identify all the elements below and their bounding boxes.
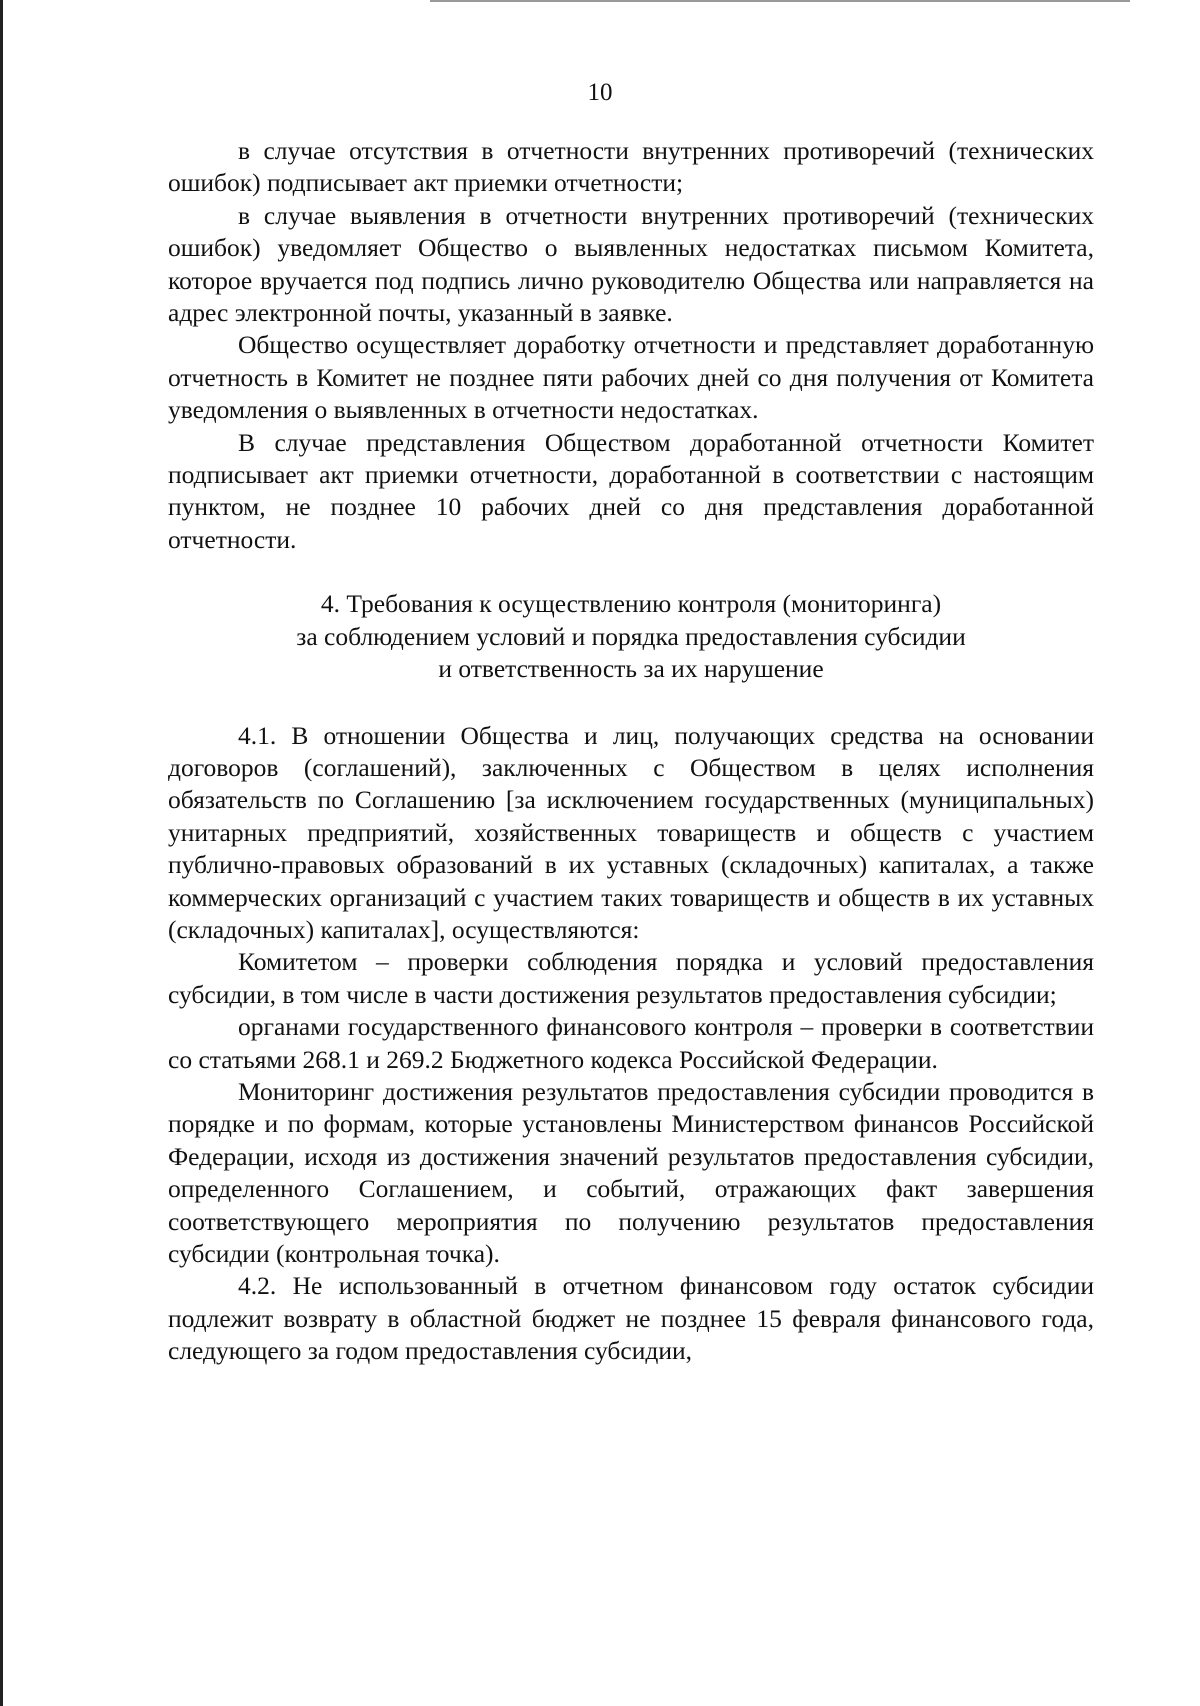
paragraph: 4.1. В отношении Общества и лиц, получающих средства на основании договоров (соглашений), заключенных с Обществом в целях исполнения обязательств по Соглашению [за исключением государственных (муниципальных) унитарных предприятий, хозяйственных товариществ и обществ с участием публично-правовых образований в их уставных (складочных) капиталах, а также коммерческих организаций с участием таких товариществ и обществ в их уставных (складочных) капиталах], осуществляются: bbox=[168, 720, 1094, 944]
scan-edge-top bbox=[430, 0, 1130, 2]
paragraph: Мониторинг достижения результатов предоставления субсидии проводится в порядке и по формам, которые установлены Министерством финансов Российской Федерации, исходя из достижения значений результатов предоставления субсидии, определенного Соглашением, и событий, отражающих факт завершения соответствующего мероприятия по получению результатов предоставления субсидии (контрольная точка). bbox=[168, 1076, 1094, 1268]
paragraph: в случае отсутствия в отчетности внутренних противоречий (технических ошибок) подписывает акт приемки отчетности; bbox=[168, 136, 1094, 198]
section-heading-line: и ответственность за их нарушение bbox=[438, 654, 824, 684]
section-heading-line: 4. Требования к осуществлению контроля (мониторинга) bbox=[320, 589, 942, 619]
page-number: 10 bbox=[587, 79, 613, 106]
paragraph: органами государственного финансового контроля – проверки в соответствии со статьями 268.1 и 269.2 Бюджетного кодекса Российской Федерации. bbox=[168, 1012, 1094, 1074]
paragraph: В случае представления Обществом доработанной отчетности Комитет подписывает акт приемки отчетности, доработанной в соответствии с настоящим пунктом, не позднее 10 рабочих дней со дня представления доработанной отчетности. bbox=[168, 427, 1094, 554]
section-heading-line: за соблюдением условий и порядка предоставления субсидии bbox=[296, 621, 966, 651]
paragraph: в случае выявления в отчетности внутренних противоречий (технических ошибок) уведомляет Общество о выявленных недостатках письмом Комитета, которое вручается под подпись лично руководителю Общества или направляется на адрес электронной почты, указанный в заявке. bbox=[168, 200, 1094, 328]
scan-edge-left bbox=[0, 0, 3, 1706]
section-heading bbox=[168, 588, 1094, 685]
paragraph: Общество осуществляет доработку отчетности и представляет доработанную отчетность в Комитет не позднее пяти рабочих дней со дня получения от Комитета уведомления о выявленных в отчетности недостатках. bbox=[168, 330, 1094, 425]
paragraph: Комитетом – проверки соблюдения порядка и условий предоставления субсидии, в том числе в части достижения результатов предоставления субсидии; bbox=[168, 947, 1094, 1009]
paragraph: 4.2. Не использованный в отчетном финансовом году остаток субсидии подлежит возврату в областной бюджет не позднее 15 февраля финансового года, следующего за годом предоставления субсидии, bbox=[168, 1271, 1094, 1366]
document-body bbox=[168, 135, 1094, 1368]
